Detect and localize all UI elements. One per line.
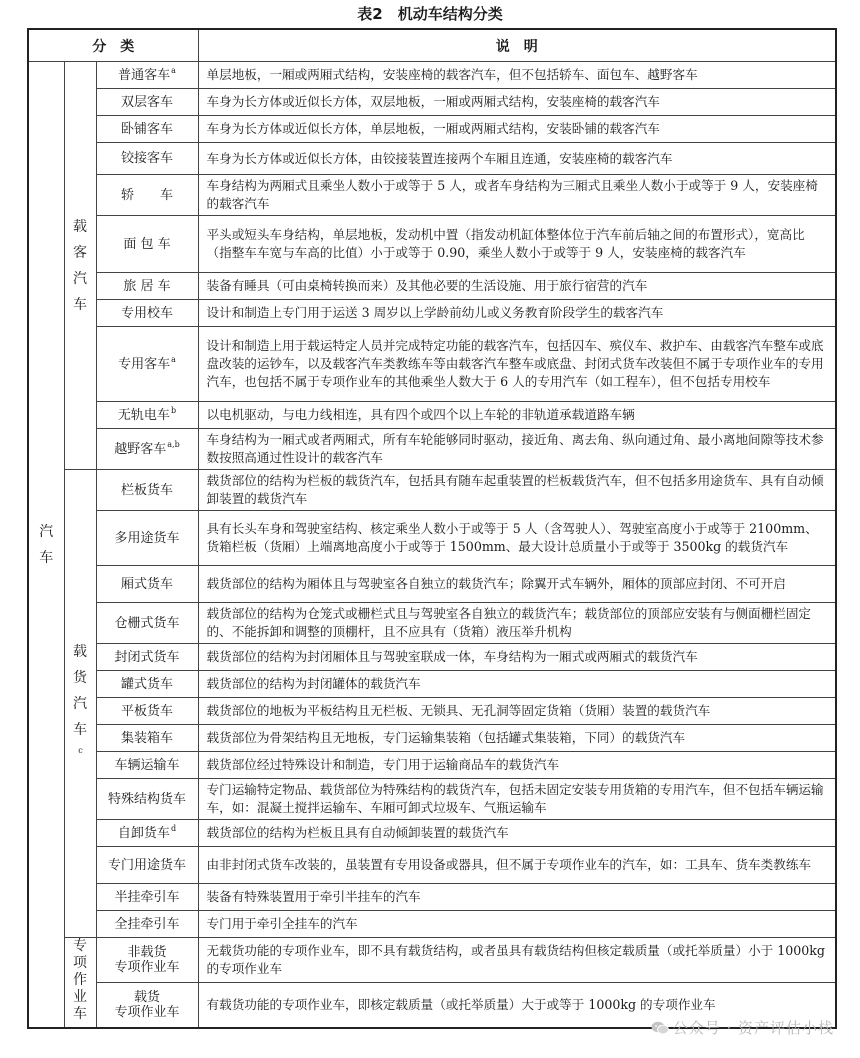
group-passenger — [64, 62, 96, 470]
table-row — [28, 511, 836, 566]
category-label: 封闭式货车 — [114, 649, 180, 665]
category-label: 半挂牵引车 — [114, 889, 180, 905]
group-automobile-label: 汽车 — [39, 523, 54, 566]
category-label: 仓栅式货车 — [114, 615, 180, 631]
category-description: 专门用于牵引全挂车的汽车 — [198, 911, 836, 938]
category-footnote: b — [170, 405, 177, 415]
category-label: 越野客车 — [114, 441, 167, 457]
table-row — [28, 779, 836, 820]
category-name — [96, 725, 198, 752]
category-name — [96, 644, 198, 671]
category-label: 铰接客车 — [120, 151, 173, 166]
category-label: 多用途货车 — [114, 530, 180, 546]
table-row — [28, 143, 836, 175]
table-row — [28, 327, 836, 402]
category-name — [96, 938, 198, 983]
category-footnote: a,b — [167, 439, 180, 449]
category-description: 单层地板，一厢或两厢式结构，安装座椅的载客汽车，但不包括轿车、面包车、越野客车 — [198, 62, 836, 89]
category-description: 车身为长方体或近似长方体，单层地板，一厢或两厢式结构，安装卧铺的载客汽车 — [198, 116, 836, 143]
category-label-line2: 专项作业车 — [114, 960, 180, 976]
category-description: 车身结构为两厢式且乘坐人数小于或等于 5 人，或者车身结构为三厢式且乘坐人数小于或等于 9 人，安装座椅的载客汽车 — [198, 175, 836, 216]
category-label: 普通客车 — [118, 67, 171, 83]
category-label: 专用校车 — [120, 305, 173, 321]
category-name — [96, 820, 198, 847]
category-name — [96, 752, 198, 779]
table-row — [28, 603, 836, 644]
category-name — [96, 983, 198, 1028]
table-body — [28, 62, 836, 1029]
category-name — [96, 327, 198, 402]
group-cargo — [64, 470, 96, 938]
table-row — [28, 938, 836, 983]
table-row — [28, 644, 836, 671]
category-label: 旅 居 车 — [123, 278, 171, 294]
category-label: 罐式货车 — [120, 676, 173, 692]
watermark-text: 公众号 · 资产评估小栈 — [672, 1019, 834, 1037]
category-name — [96, 429, 198, 470]
category-description: 载货部位的地板为平板结构且无栏板、无锁具、无孔洞等固定货箱（货厢）装置的载货汽车 — [198, 698, 836, 725]
table-row — [28, 470, 836, 511]
category-label: 栏板货车 — [120, 482, 173, 498]
category-label: 专用客车 — [118, 356, 171, 372]
category-name — [96, 671, 198, 698]
category-description: 车身结构为一厢式或者两厢式，所有车轮能够同时驱动，接近角、离去角、纵向通过角、最小离地间隙等技术参数按照高通过性设计的载客汽车 — [198, 429, 836, 470]
header-category: 分 类 — [28, 29, 198, 62]
category-description: 载货部位的结构为封闭厢体且与驾驶室联成一体，车身结构为一厢式或两厢式的载货汽车 — [198, 644, 836, 671]
table-row — [28, 300, 836, 327]
vehicle-classification-table — [27, 28, 837, 1029]
category-description: 车身为长方体或近似长方体，双层地板，一厢或两厢式结构，安装座椅的载客汽车 — [198, 89, 836, 116]
category-description: 装备有睡具（可由桌椅转换而来）及其他必要的生活设施、用于旅行宿营的汽车 — [198, 273, 836, 300]
table-row — [28, 429, 836, 470]
category-footnote: a — [171, 65, 176, 75]
category-description: 以电机驱动，与电力线相连，具有四个或四个以上车轮的非轨道承载道路车辆 — [198, 402, 836, 429]
category-description: 载货部位的结构为栏板且具有自动倾卸装置的载货汽车 — [198, 820, 836, 847]
category-description: 专门运输特定物品、载货部位为特殊结构的载货汽车，包括未固定安装专用货箱的专用汽车，但不包括车辆运输车，如：混凝土搅拌运输车、车厢可卸式垃圾车、气瓶运输车 — [198, 779, 836, 820]
category-name — [96, 62, 198, 89]
table-row — [28, 89, 836, 116]
category-label: 无轨电车 — [117, 407, 170, 423]
category-name — [96, 116, 198, 143]
category-name — [96, 566, 198, 603]
group-passenger-label: 载客汽车 — [73, 218, 87, 313]
header-row — [28, 29, 836, 62]
category-description: 载货部位经过特殊设计和制造，专门用于运输商品车的载货汽车 — [198, 752, 836, 779]
category-description: 载货部位的结构为厢体且与驾驶室各自独立的载货汽车；除翼开式车辆外，厢体的顶部应封闭、不可开启 — [198, 566, 836, 603]
category-label: 轿 车 — [120, 187, 173, 203]
category-description: 设计和制造上专门用于运送 3 周岁以上学龄前幼儿或义务教育阶段学生的载客汽车 — [198, 300, 836, 327]
group-cargo-footnote: c — [78, 746, 83, 755]
table-title: 表2 机动车结构分类 — [357, 5, 503, 23]
category-description: 载货部位的结构为栏板的载货汽车，包括具有随车起重装置的栏板载货汽车，但不包括多用途货车、具有自动倾卸装置的载货汽车 — [198, 470, 836, 511]
table-row — [28, 698, 836, 725]
category-name — [96, 779, 198, 820]
table-row — [28, 116, 836, 143]
category-label: 卧铺客车 — [120, 121, 173, 137]
category-description: 载货部位为骨架结构且无地板，专门运输集装箱（包括罐式集装箱，下同）的载货汽车 — [198, 725, 836, 752]
category-label: 面 包 车 — [123, 236, 171, 252]
category-label: 特殊结构货车 — [107, 791, 186, 807]
category-label-line2: 专项作业车 — [114, 1005, 180, 1021]
table-row — [28, 175, 836, 216]
category-description: 车身为长方体或近似长方体，由铰接装置连接两个车厢且连通，安装座椅的载客汽车 — [198, 143, 836, 175]
category-description: 具有长头车身和驾驶室结构、核定乘坐人数小于或等于 5 人（含驾驶人）、驾驶室高度小于或等于 2100mm、货箱栏板（货厢）上端离地高度小于或等于 1500mm、最大设计总质量小于或等于 3500kg 的载货汽车 — [198, 511, 836, 566]
category-name — [96, 847, 198, 884]
category-label: 自卸货车 — [117, 825, 170, 841]
category-description: 设计和制造上用于载运特定人员并完成特定功能的载客汽车，包括囚车、殡仪车、救护车、由载客汽车整车或底盘改装的运钞车，以及载客汽车类教练车等由载客汽车整车或底盘、封闭式货车改装但不属于专项作业车的专用汽车，也包括不属于专项作业车的其他乘坐人数大于 6 人的专用汽车（如工程车），但不包括专用校车 — [198, 327, 836, 402]
group-special-label: 专项作业车 — [73, 938, 87, 1022]
category-label: 全挂牵引车 — [114, 916, 180, 932]
group-special — [64, 938, 96, 1029]
category-name — [96, 511, 198, 566]
category-footnote: a — [171, 354, 176, 364]
category-name — [96, 143, 198, 175]
group-cargo-label: 载货汽车 — [73, 644, 87, 738]
group-automobile — [28, 62, 64, 1029]
table-row — [28, 884, 836, 911]
category-label: 厢式货车 — [120, 576, 173, 592]
category-description: 装备有特殊装置用于牵引半挂车的汽车 — [198, 884, 836, 911]
category-label-line1: 非载货 — [127, 945, 167, 961]
table-row — [28, 402, 836, 429]
header-description: 说 明 — [198, 29, 836, 62]
watermark — [651, 1017, 834, 1038]
category-name — [96, 402, 198, 429]
table-row — [28, 820, 836, 847]
category-name — [96, 175, 198, 216]
category-name — [96, 698, 198, 725]
category-name — [96, 300, 198, 327]
category-label: 平板货车 — [120, 703, 173, 719]
category-description: 由非封闭式货车改装的，虽装置有专用设备或器具，但不属于专项作业车的汽车，如：工具车、货车类教练车 — [198, 847, 836, 884]
table-row — [28, 725, 836, 752]
category-label: 专门用途货车 — [107, 857, 186, 873]
category-name — [96, 470, 198, 511]
category-name — [96, 884, 198, 911]
table-row — [28, 216, 836, 273]
table-row — [28, 847, 836, 884]
category-name — [96, 273, 198, 300]
category-label: 集装箱车 — [120, 730, 173, 746]
wechat-icon — [651, 1021, 669, 1035]
table-row — [28, 752, 836, 779]
category-name — [96, 89, 198, 116]
table-row — [28, 62, 836, 89]
table-row — [28, 671, 836, 698]
category-name — [96, 911, 198, 938]
category-label-line1: 载货 — [133, 990, 160, 1006]
category-description: 平头或短头车身结构，单层地板，发动机中置（指发动机缸体整体位于汽车前后轴之间的布置形式），宽高比（指整车车宽与车高的比值）小于或等于 0.90，乘坐人数小于或等于 9 人，安装座椅的载客汽车 — [198, 216, 836, 273]
table-row — [28, 566, 836, 603]
category-label: 车辆运输车 — [114, 757, 180, 773]
category-description: 载货部位的结构为仓笼式或栅栏式且与驾驶室各自独立的载货汽车；载货部位的顶部应安装有与侧面栅栏固定的、不能拆卸和调整的顶棚杆，且不应具有（货箱）液压举升机构 — [198, 603, 836, 644]
category-name — [96, 603, 198, 644]
category-label: 双层客车 — [120, 94, 173, 110]
category-name — [96, 216, 198, 273]
category-description: 有载货功能的专项作业车，即核定载质量（或托举质量）大于或等于 1000kg 的专项作业车 — [198, 983, 836, 1028]
table-row — [28, 911, 836, 938]
category-description: 无载货功能的专项作业车，即不具有载货结构，或者虽具有载货结构但核定载质量（或托举质量）小于 1000kg 的专项作业车 — [198, 938, 836, 983]
category-description: 载货部位的结构为封闭罐体的载货汽车 — [198, 671, 836, 698]
table-row — [28, 273, 836, 300]
category-footnote: d — [170, 823, 177, 833]
